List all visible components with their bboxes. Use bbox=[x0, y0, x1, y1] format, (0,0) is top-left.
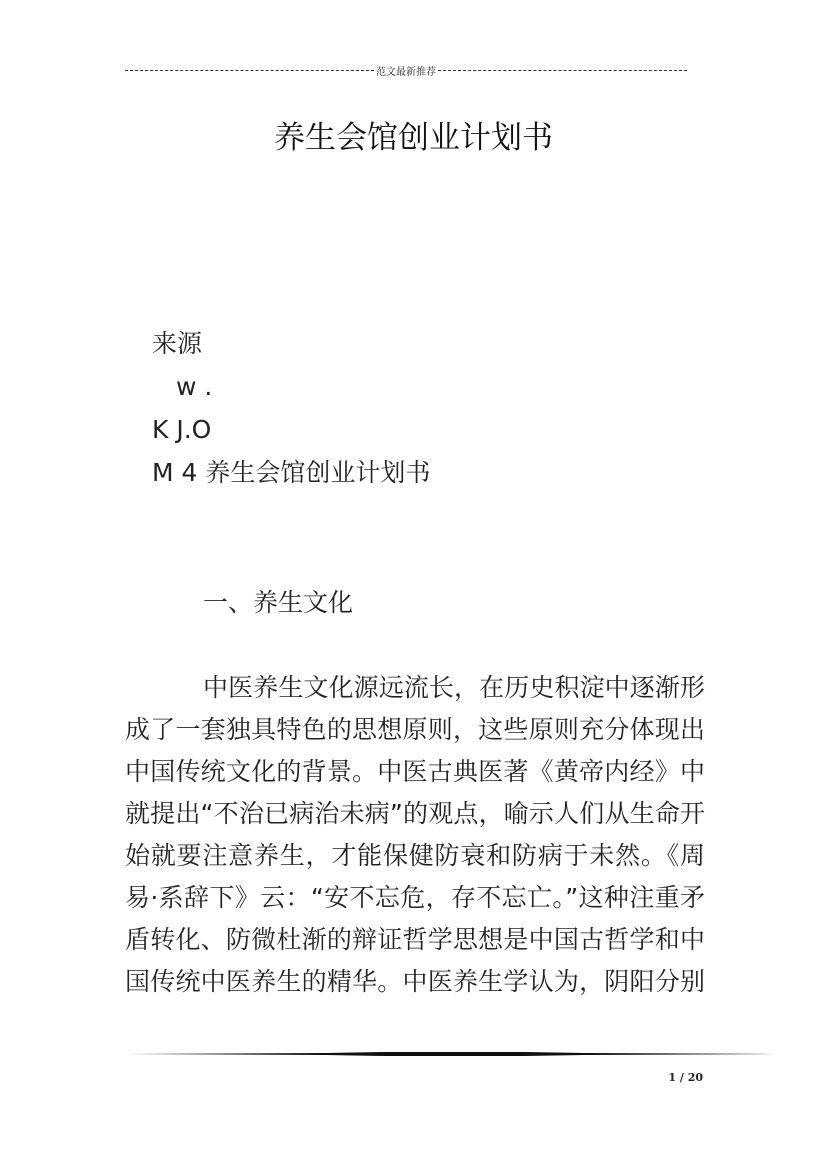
paragraph-line: 国传统中医养生的精华。中医养生学认为，阴阳分别 bbox=[125, 967, 705, 996]
section-heading: 一、养生文化 bbox=[203, 588, 354, 617]
paragraph-line: 成了一套独具特色的思想原则，这些原则充分体现出 bbox=[125, 715, 705, 744]
source-line: w . bbox=[176, 372, 213, 401]
page-number: 1 / 20 bbox=[668, 1071, 703, 1084]
body-paragraph bbox=[125, 667, 705, 1003]
source-line: 来源 bbox=[152, 329, 203, 358]
document-title: 养生会馆创业计划书 bbox=[274, 120, 553, 156]
source-block bbox=[152, 322, 430, 494]
header-label: 范文最新推荐 bbox=[376, 66, 436, 78]
source-line: K J.O bbox=[152, 415, 212, 444]
paragraph-line: 盾转化、防微杜渐的辩证哲学思想是中国古哲学和中 bbox=[125, 925, 705, 954]
paragraph-line: 易·系辞下》云：“安不忘危，存不忘亡。”这种注重矛 bbox=[125, 883, 705, 912]
paragraph-line: 中国传统文化的背景。中医古典医著《黄帝内经》中 bbox=[125, 757, 705, 786]
page-header bbox=[125, 62, 687, 78]
paragraph-line: 就提出“不治已病治未病”的观点，喻示人们从生命开 bbox=[125, 799, 705, 828]
paragraph-line: 中医养生文化源远流长，在历史积淀中逐渐形 bbox=[203, 673, 705, 702]
header-dash-left bbox=[125, 70, 374, 71]
paragraph-line: 始就要注意养生，才能保健防衰和防病于未然。《周 bbox=[125, 841, 705, 870]
source-line: M 4 养生会馆创业计划书 bbox=[152, 458, 431, 487]
header-dash-right bbox=[438, 70, 687, 71]
footer-rule bbox=[125, 1050, 775, 1058]
